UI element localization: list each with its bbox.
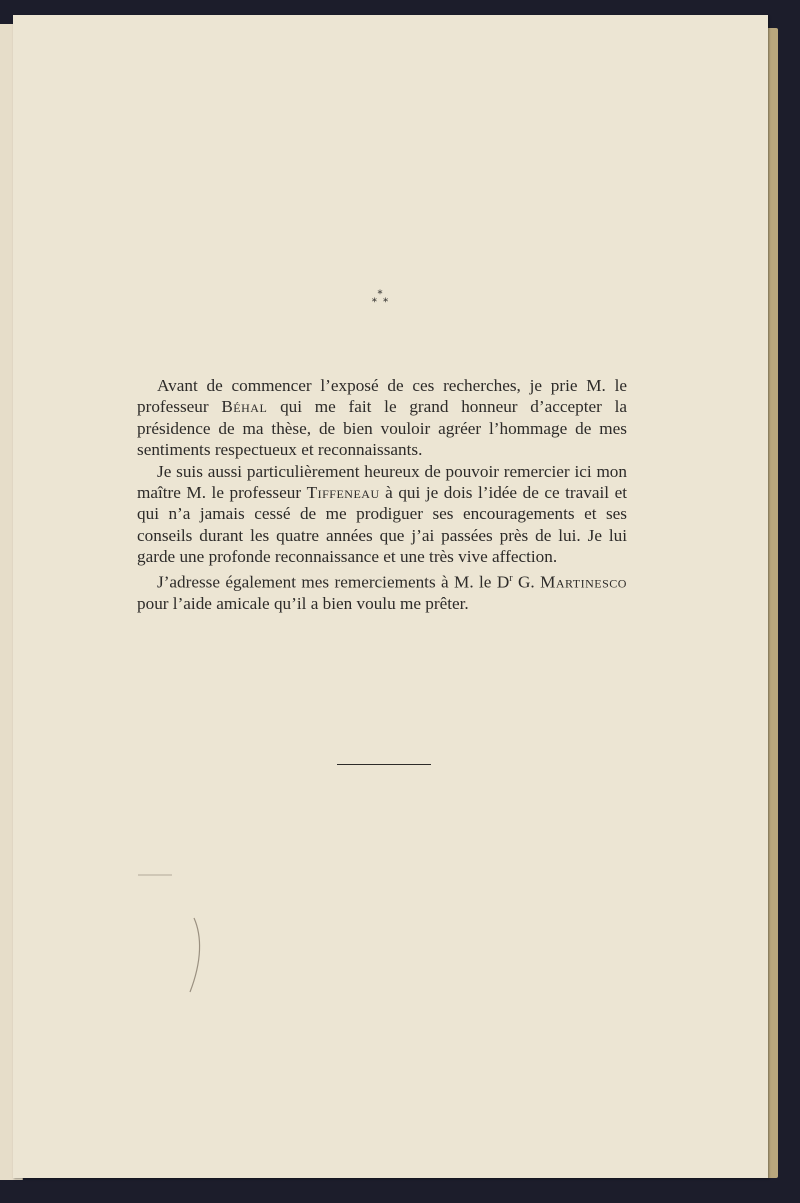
paragraph-1 <box>137 375 627 461</box>
paragraph-1-text-b: qui me fait le grand honneur d’accepter la présidence de ma thèse, de bien vouloir agréer l’hommage de mes sentiments respectueux et reconnaissants. <box>137 397 627 460</box>
paper-smudge <box>138 874 172 876</box>
horizontal-rule <box>337 764 431 765</box>
name-behal: Béhal <box>221 397 268 417</box>
paragraph-3 <box>137 568 627 615</box>
pencil-mark <box>186 916 206 996</box>
asterism-top-star: * <box>377 289 383 300</box>
name-tiffeneau: Tiffeneau <box>306 483 380 503</box>
asterism-bottom-stars: * * <box>371 297 389 308</box>
paragraph-1-text-a: Avant de commencer l’exposé de ces recherches, je prie M. le professeur <box>137 376 627 417</box>
asterism-ornament <box>360 291 400 307</box>
paragraph-3-text-c: pour l’aide amicale qu’il a bien voulu me prêter. <box>137 593 469 613</box>
paragraph-2 <box>137 461 627 568</box>
paragraph-2-text-a: Je suis aussi particulièrement heureux de pouvoir remercier ici mon maître M. le professeur <box>137 461 627 503</box>
acknowledgements-text <box>137 375 627 614</box>
paragraph-2-text-b: à qui je dois l’idée de ce travail et qui n’a jamais cessé de me prodiguer ses encouragements et ses conseils durant les quatre années que j’ai passées près de lui. Je lui garde une profonde reconnaissance et une très vive affection. <box>137 483 627 567</box>
name-martinesco: Martinesco <box>540 572 627 592</box>
doctor-superscript: r <box>509 572 513 584</box>
paragraph-3-text-b: G. <box>512 572 541 592</box>
paragraph-3-text-a: J’adresse également mes remerciements à M. le D <box>157 572 510 592</box>
